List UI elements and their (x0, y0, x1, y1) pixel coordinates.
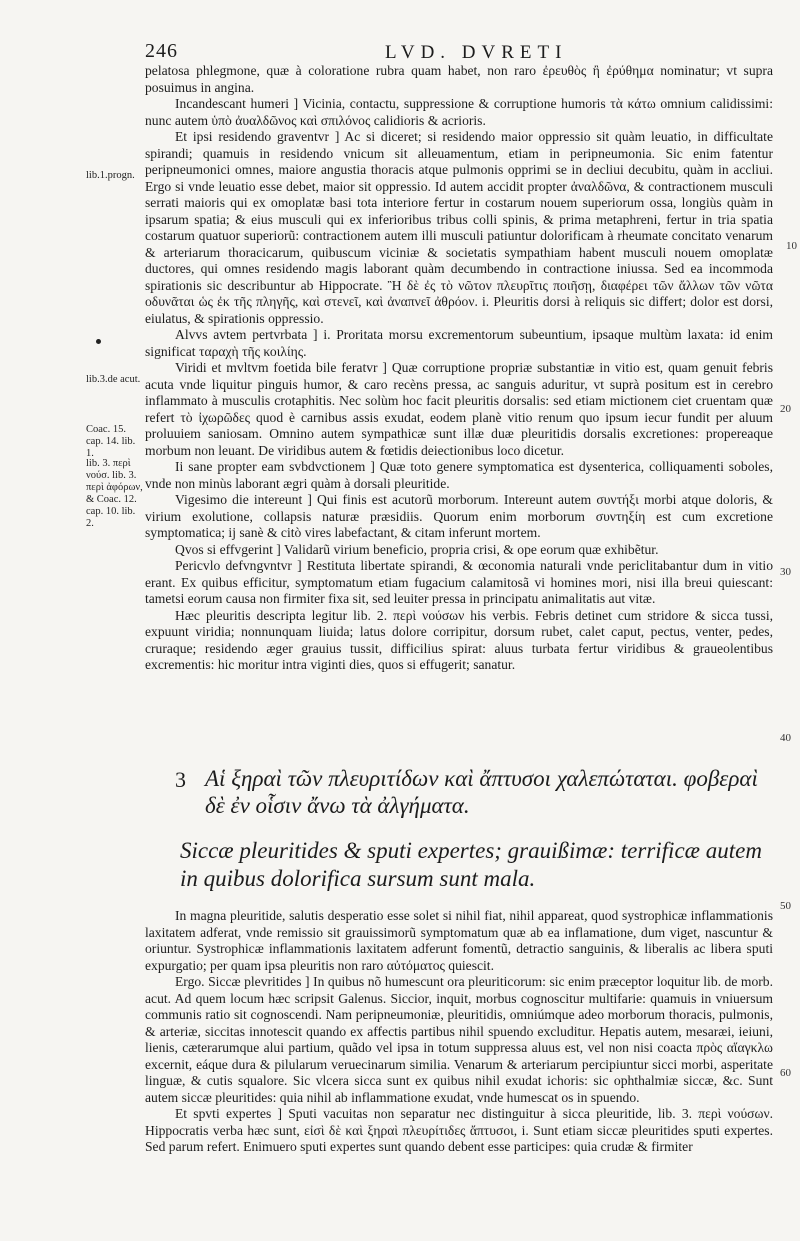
line-number: 20 (780, 403, 791, 415)
running-title: LVD. DVRETI (385, 42, 568, 63)
line-number: 30 (780, 566, 791, 578)
margin-note: lib.3.de acut. (86, 374, 141, 385)
aphorism-greek: Αἱ ξηραὶ τῶν πλευριτίδων καὶ ἄπτυσοι χαλεπώταται. φοβεραὶ δὲ ἐν οἷσιν ἄνω τὰ ἀλγήματα. (205, 766, 758, 818)
paragraph: Alvvs avtem pertvrbata ] i. Proritata morsu excrementorum subeuntium, ipsaque multùm laxata: id enim significat ταραχὴ τῆς κοιλίης. (145, 327, 773, 359)
aphorism-latin: Siccæ pleuritides & sputi expertes; grauißimæ: terrificæ autem in quibus dolorifica sursum sunt mala. (180, 838, 762, 891)
margin-note: lib. 3. περὶ νούσ. lib. 3. περὶ ἀφόρων, & Coac. 12. cap. 10. lib. 2. (86, 458, 143, 529)
paragraph: Ii sane propter eam svbdvctionem ] Quæ toto genere symptomatica est dysenterica, colliquamenti soboles, vnde non minùs laborant ægri quàm à dorsali pleuritide. (145, 459, 773, 491)
paragraph: Incandescant humeri ] Vicinia, contactu, suppressione & corruptione humoris τὰ κάτω omnium calidissimi: nunc autem ὑπὸ ἀυαλδῶνος καὶ σπιλόνος calidioris & acrioris. (145, 96, 773, 128)
paragraph: Vigesimo die intereunt ] Qui finis est acutorũ morborum. Intereunt autem συντήξι morbi atque doloris, & virium exolutione, collapsis naturæ præsidiis. Quorum enim morborum συντηξίη est cum excretione symptomatica; ij sanè & citò vires labefactant, & citam inferunt mortem. (145, 492, 773, 540)
line-number: 40 (780, 732, 791, 744)
paragraph: Ergo. Siccæ plevritides ] In quibus nõ humescunt ora pleuriticorum: sic enim præceptor loquitur lib. de morb. acut. Ad quem locum hæc scripsit Galenus. Siccior, inquit, morbus cognoscitur multifarie: quamuis in vniuersum communis ratio sit cognoscendi. Nam peripneumoniæ, pleuritidis, omniúmque adeo morborum thoracis, pulmonis, & arteriæ, siccitas innotescit quando ex affectis partibus nihil spuendo excluditur. Hepatis autem, mesaræi, ieiuni, lienis, cæterarumque alui partium, quãdo vel ipsa in totum suppressa aluus est, vel non nisi coacta πρὸς αἵαγκλω excernit, eáque dura & pilularum veruecinarum similia. Venarum & arteriarum percipiuntur sicci morbi, asperitate linguæ, & cutis squalore. Sic vlcera sicca sunt ex quibus nihil exudat ichoris: sic ophthalmiæ siccæ, &c. Sunt autem siccæ pleuritides: quia nihil ab inflammatione exudat, vnde humescat os in spuendo. (145, 974, 773, 1105)
line-number: 60 (780, 1067, 791, 1079)
aphorism-number: 3 (175, 767, 186, 792)
paragraph: Pericvlo defvngvntvr ] Restituta libertate spirandi, & œconomia naturali vnde periclitabantur dum in vitio erant. Ex quibus efficitur, symptomatum etiam fugacium calamitosã vi homines mori, nisi illa breui quiescant: tametsi eorum causa non firmiter fixa sit, sed leuiter pressa in principatu animalitatis aut vitæ. (145, 558, 773, 606)
paragraph: Et spvti expertes ] Sputi vacuitas non separatur nec distinguitur à sicca pleuritide, lib. 3. περὶ νούσων. Hippocratis verba hæc sunt, εἰσὶ δὲ καὶ ξηραὶ πλευρίτιδες ἄπτυσοι, i. Sunt etiam siccæ pleuritides sputi expertes. Sed parum refert. Enimuero sputi expertes sunt quando debent esse participes: quia crudæ & firmiter (145, 1106, 773, 1154)
commentary-top (145, 63, 773, 674)
page-number: 246 (145, 40, 178, 62)
paragraph: Viridi et mvltvm foetida bile feratvr ] Quæ corruptione propriæ substantiæ in vitio est, quam genuit febris acuta vnde liquitur pinguis humor, & caro recèns pressa, ac sanguis aduritur, vt suprà positum est in cerebro inflammato à musculis crotaphitis. Nec solùm hoc facit pleuritis dorsalis: sed etiam mictionem ciet cruentam quæ refert τὸ ἰχωρῶδες quod è carnibus assis exudat, eodem planè vitio renum quo ipsum iecur fundit per aluum proluuiem saniosam. Omnino autem sympathicæ sunt illæ duæ pleuritidis dorsalis excretiones: propereaque morbum non leuant. De viridibus autem & fœtidis deiectionibus loco dicetur. (145, 360, 773, 458)
commentary-bottom (145, 908, 773, 1156)
paragraph: pelatosa phlegmone, quæ à coloratione rubra quam habet, non raro ἐρευθὸς ἢ ἐρύθημα nominatur; vt supra posuimus in angina. (145, 63, 773, 95)
margin-note: Coac. 15. cap. 14. lib. 1. (86, 424, 136, 459)
margin-note: lib.1.progn. (86, 170, 135, 181)
line-number: 10 (786, 240, 797, 252)
margin-bullet-icon (96, 339, 101, 344)
paragraph: Et ipsi residendo graventvr ] Ac si diceret; si residendo maior oppressio sit quàm leuatio, in difficultate spirandi; quamuis in residendo vnicum sit alleuamentum, etiam in peripneumonia. Sic enim fatentur peripneumonici omnes, maiore angustia thoracis atque pulmonis opprimi se in decliui decubitu, quàm in accliui. Ergo si vnde leuatio esse debet, maior sit oppressio. Id autem accidit propter ἀναλδῶνα, & contractionem musculi serrati maioris qui ex omoplatæ basi tota interiore fertur in costarum nouem superiorum ossa, longiùs quàm in ipsarum spatia; & eius musculi qui ex inferioribus tribus colli spinis, & prima metaphreni, fertur in tria spatia costarum quatuor superiorũ: contractionem autem illi musculi patiuntur dolorificam à rheumate concitato venarum & arteriarum thoracicarum, quibuscum viciniæ & societatis sympathiam habent musculi nouem omoplatæ ductores, qui omnes residendo magis laborant quàm decumbendo in contractione iniussa. Sed ea incommoda spirationis sic describuntur ab Hippocrate. Ἢ δὲ ἐς τὸ νῶτον πλευρῖτις ποιῆσῃ, διαφέρει τῶν ἄλλων τῶν νῶτα οδυνᾶται ὡς ἐκ τῆς πληγῆς, καὶ στενεῖ, καὶ ἀναπνεῖ ἀθρόον. i. Pleuritis dorsi à reliquis sic differt; dolor est dorsi, eiulatus, & spirationis oppressio. (145, 129, 773, 326)
paragraph: Qvos si effvgerint ] Validarũ virium beneficio, propria crisi, & ope eorum quæ exhibẽtur. (175, 541, 659, 557)
paragraph: In magna pleuritide, salutis desperatio esse solet si nihil fiat, nihil appareat, quod systrophicæ inflammationis laxitatem adferat, vnde remissio sit grauissimorũ symptomatum quæ ab ea inflamatione, dum viget, nascuntur & oriuntur. Systrophicæ inflammationis laxitatem adferunt fomentũ, detractio sanguinis, & liberalis ac libera sputi expurgatio; per quam ipsa pleuritis non raro αὐτόματος quiescit. (145, 908, 773, 973)
line-number: 50 (780, 900, 791, 912)
paragraph: Hæc pleuritis descripta legitur lib. 2. περὶ νούσων his verbis. Febris detinet cum stridore & sicca tussi, expuunt viridia; nonnunquam liuida; latus dolore corripitur, dorsum rubet, calet caput, pectus, venter, pedes, cruraque; residendo æger grauius tussit, difficilius spirat: aluus turbata fertur viridibus & graueolentibus excrementis: hic moritur intra viginti dies, quos si effugerit; sanatur. (145, 607, 773, 672)
